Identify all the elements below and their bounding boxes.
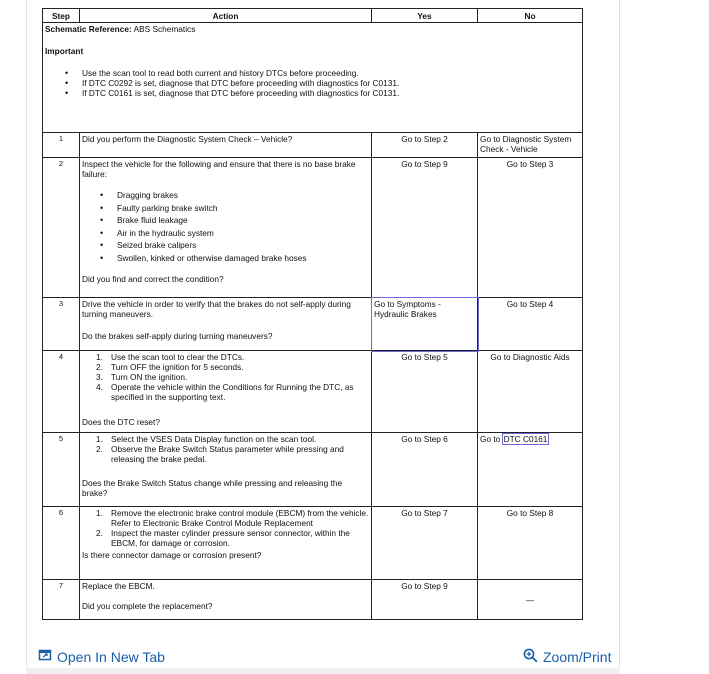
step-question: Is there connector damage or corrosion present?	[82, 550, 262, 560]
step-number: 1	[43, 133, 80, 158]
header-no: No	[478, 9, 583, 23]
table-row	[43, 433, 583, 507]
header-action: Action	[80, 9, 372, 23]
step-question: Does the DTC reset?	[82, 417, 160, 427]
table-row	[43, 158, 583, 298]
list-item: 2. Turn OFF the ignition for 5 seconds.	[96, 362, 244, 372]
list-item: • Dragging brakes	[100, 189, 369, 202]
step-number: 5	[43, 433, 80, 507]
step-question: Did you find and correct the condition?	[82, 274, 224, 284]
step-number: 6	[43, 507, 80, 580]
table-row	[43, 133, 583, 158]
open-in-new-tab-label: Open In New Tab	[57, 648, 165, 665]
important-cell	[43, 23, 583, 133]
yes-link[interactable]: Go to Step 6	[372, 433, 478, 507]
list-item: 3. Turn ON the ignition.	[96, 372, 188, 382]
step-number: 7	[43, 580, 80, 620]
no-link[interactable]: Go to Step 4	[478, 298, 583, 351]
schematic-link[interactable]: ABS Schematics	[133, 24, 196, 34]
no-prefix: Go to	[480, 434, 501, 444]
inspection-list	[100, 189, 369, 264]
step-number: 3	[43, 298, 80, 351]
yes-link[interactable]: Go to Step 9	[372, 158, 478, 298]
open-in-new-tab-link[interactable]	[38, 648, 165, 665]
list-item: • If DTC C0292 is set, diagnose that DTC before proceeding with diagnostics for C0131.	[65, 78, 580, 88]
list-item: 4. Operate the vehicle within the Conditions for Running the DTC, as specified in the supporting text.	[96, 382, 354, 402]
list-item: • Seized brake calipers	[100, 239, 369, 252]
step-action	[80, 580, 372, 620]
diagnostic-table	[42, 8, 583, 620]
step-number: 2	[43, 158, 80, 298]
table-row	[43, 298, 583, 351]
step-question: Does the Brake Switch Status change while pressing and releasing the brake?	[82, 478, 343, 498]
reference-link[interactable]: Refer to Electronic Brake Control Module Replacement	[111, 518, 313, 528]
table-row	[43, 351, 583, 433]
yes-link[interactable]: Go to Step 2	[372, 133, 478, 158]
schematic-reference	[45, 24, 580, 34]
header-step: Step	[43, 9, 80, 23]
schematic-label: Schematic Reference:	[45, 24, 132, 34]
list-item: 2. Observe the Brake Switch Status parameter while pressing and releasing the brake pedal.	[96, 444, 344, 464]
procedure-list	[96, 434, 369, 464]
step-action	[80, 507, 372, 580]
step-question: Did you complete the replacement?	[82, 601, 213, 611]
list-item: • Air in the hydraulic system	[100, 227, 369, 240]
important-list	[65, 68, 580, 98]
zoom-print-label: Zoom/Print	[543, 649, 612, 665]
yes-link[interactable]: Go to Step 5	[372, 351, 478, 433]
no-value: —	[478, 580, 583, 620]
procedure-list	[96, 352, 369, 402]
list-item: • Brake fluid leakage	[100, 214, 369, 227]
step-action	[80, 158, 372, 298]
no-cell	[478, 433, 583, 507]
step-action	[80, 351, 372, 433]
dtc-c0161-link[interactable]: DTC C0161	[503, 434, 548, 444]
step-intro: Inspect the vehicle for the following and ensure that there is no base brake failure:	[82, 159, 356, 179]
list-item: • Swollen, kinked or otherwise damaged brake hoses	[100, 252, 369, 265]
important-title: Important	[45, 46, 84, 56]
list-item: • Faulty parking brake switch	[100, 202, 369, 215]
procedure-list	[96, 508, 369, 548]
yes-link[interactable]: Go to Step 9	[372, 580, 478, 620]
yes-link[interactable]: Go to Step 7	[372, 507, 478, 580]
list-item: • If DTC C0161 is set, diagnose that DTC before proceeding with diagnostics for C0131.	[65, 88, 580, 98]
table-header-row	[43, 9, 583, 23]
step-action	[80, 433, 372, 507]
list-item: 1. Remove the electronic brake control module (EBCM) from the vehicle. Refer to Electronic Brake Control Module Replacement	[96, 508, 369, 528]
list-item: 1. Select the VSES Data Display function on the scan tool.	[96, 434, 317, 444]
step-intro: Replace the EBCM.	[82, 581, 155, 591]
no-link[interactable]: Go to Step 8	[478, 507, 583, 580]
step-action	[80, 298, 372, 351]
no-link[interactable]: Go to Step 3	[478, 158, 583, 298]
zoom-print-link[interactable]	[523, 648, 611, 666]
open-new-tab-icon	[38, 648, 52, 665]
zoom-icon	[523, 648, 538, 666]
step-question: Do the brakes self-apply during turning maneuvers?	[82, 331, 273, 341]
step-number: 4	[43, 351, 80, 433]
no-link[interactable]: Go to Diagnostic Aids	[478, 351, 583, 433]
list-item: 2. Inspect the master cylinder pressure sensor connector, within the EBCM, for damage or corrosion.	[96, 528, 350, 548]
important-row	[43, 23, 583, 133]
step-action: Did you perform the Diagnostic System Check – Vehicle?	[80, 133, 372, 158]
yes-link[interactable]: Go to Symptoms - Hydraulic Brakes	[372, 298, 478, 351]
no-link[interactable]: Go to Diagnostic System Check - Vehicle	[478, 133, 583, 158]
list-item: • Use the scan tool to read both current and history DTCs before proceeding.	[65, 68, 580, 78]
header-yes: Yes	[372, 9, 478, 23]
frame-footer-bar	[26, 668, 620, 674]
table-row	[43, 580, 583, 620]
table-row	[43, 507, 583, 580]
list-item: 1. Use the scan tool to clear the DTCs.	[96, 352, 245, 362]
step-intro: Drive the vehicle in order to verify that the brakes do not self-apply during turning maneuvers.	[82, 299, 351, 319]
